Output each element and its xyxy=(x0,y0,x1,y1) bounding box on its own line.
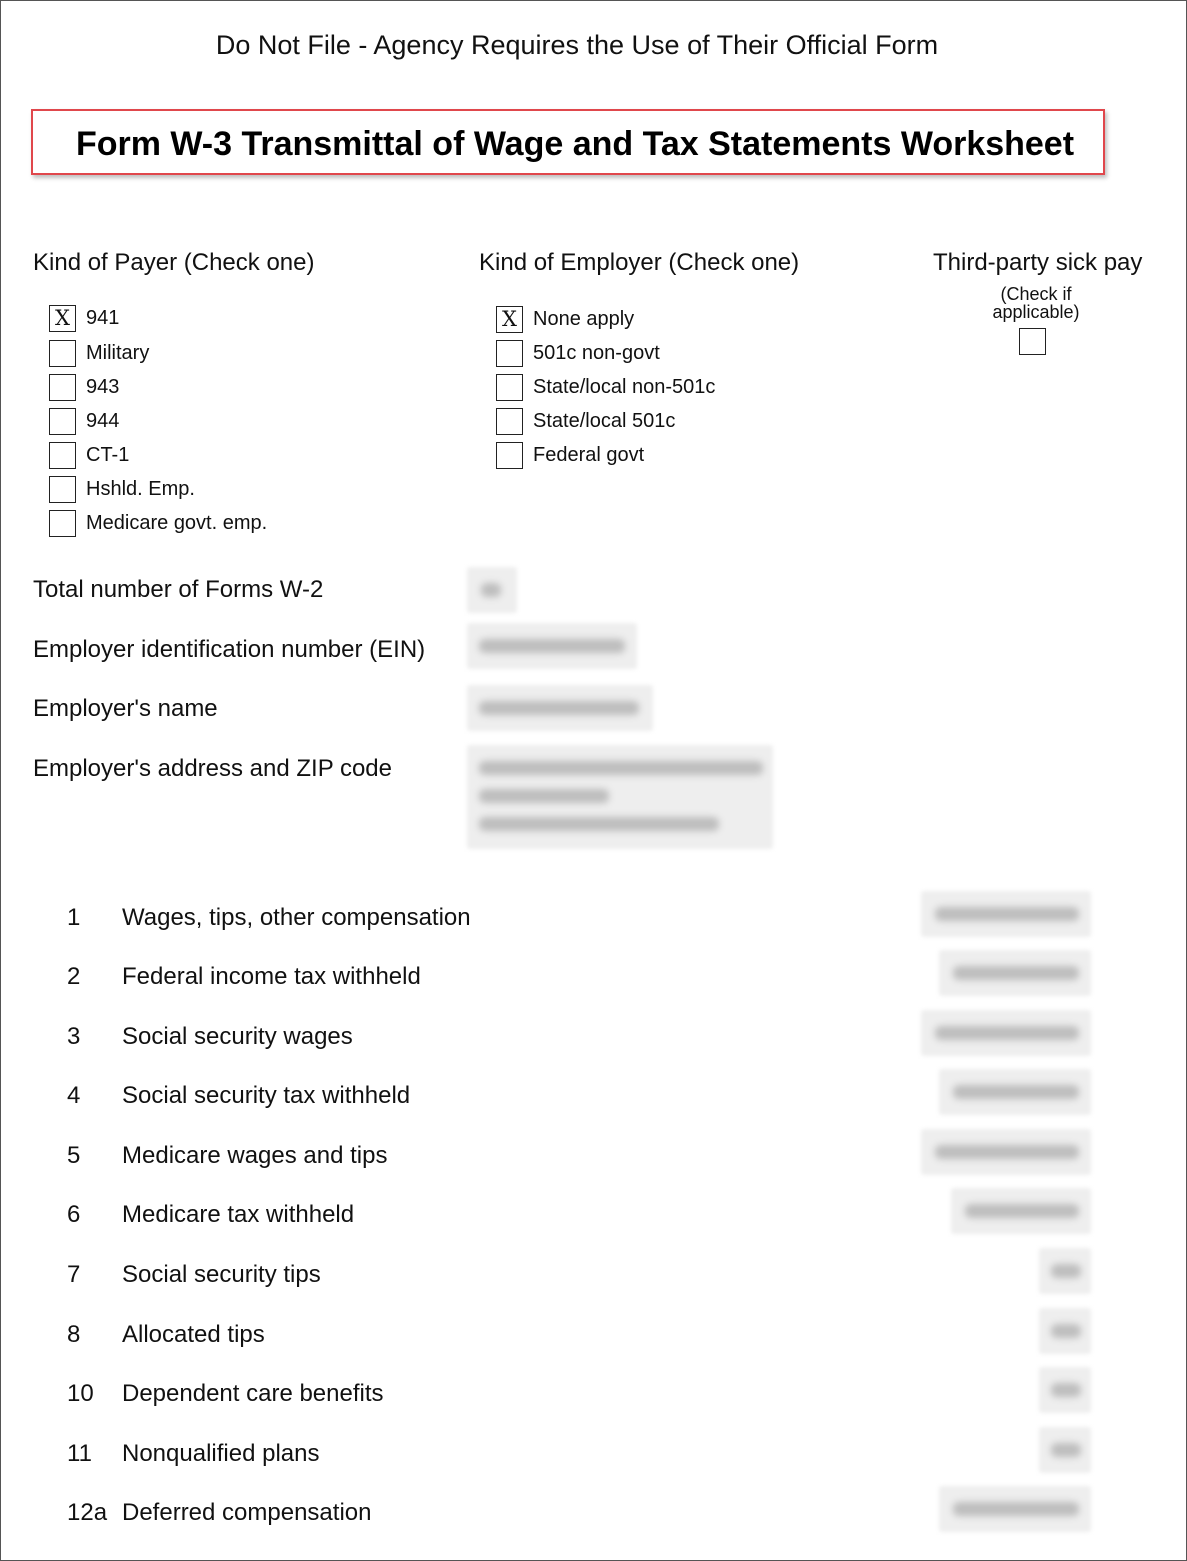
line-label-ss-wages: Social security wages xyxy=(122,1023,353,1050)
line-number: 3 xyxy=(67,1023,81,1050)
payer-checkbox-941[interactable]: X xyxy=(49,305,76,332)
payer-option-label: 943 xyxy=(86,375,120,398)
payer-checkbox-ct1[interactable] xyxy=(49,442,76,469)
payer-checkbox-hshld-emp[interactable] xyxy=(49,476,76,503)
sick-pay-heading: Third-party sick pay xyxy=(933,249,1143,276)
payer-checkbox-military[interactable] xyxy=(49,340,76,367)
redacted-value xyxy=(467,685,653,731)
employer-kind-checkbox-federal-govt[interactable] xyxy=(496,442,523,469)
line-label-deferred-compensation: Deferred compensation xyxy=(122,1499,372,1526)
line-label-federal-income-tax: Federal income tax withheld xyxy=(122,963,421,990)
sick-pay-note xyxy=(961,285,1111,321)
redacted-value xyxy=(939,950,1091,996)
line-number: 5 xyxy=(67,1142,81,1169)
sick-pay-checkbox[interactable] xyxy=(1019,328,1046,355)
field-total-w2-label: Total number of Forms W-2 xyxy=(33,576,324,603)
line-label-ss-tips: Social security tips xyxy=(122,1261,321,1288)
line-number: 2 xyxy=(67,963,81,990)
payer-options xyxy=(49,300,267,540)
line-number: 10 xyxy=(67,1380,94,1407)
employer-kind-heading: Kind of Employer (Check one) xyxy=(479,249,800,276)
line-label-medicare-wages: Medicare wages and tips xyxy=(122,1142,388,1169)
line-number: 12a xyxy=(67,1499,108,1526)
payer-option-military[interactable] xyxy=(49,336,267,370)
employer-kind-checkbox-none-apply[interactable]: X xyxy=(496,306,523,333)
employer-kind-option-label: Federal govt xyxy=(533,443,645,466)
payer-option-label: 944 xyxy=(86,409,120,432)
line-label-dependent-care: Dependent care benefits xyxy=(122,1380,384,1407)
payer-option-943[interactable] xyxy=(49,370,267,404)
employer-kind-options xyxy=(496,302,715,472)
redacted-value xyxy=(467,745,773,849)
redacted-value xyxy=(1039,1308,1091,1354)
employer-kind-option-label: 501c non-govt xyxy=(533,341,660,364)
redacted-value xyxy=(467,567,517,613)
employer-kind-checkbox-state-local-non-501c[interactable] xyxy=(496,374,523,401)
employer-kind-option-state-local-501c[interactable] xyxy=(496,404,715,438)
redacted-value xyxy=(467,623,637,669)
payer-option-941[interactable] xyxy=(49,300,267,336)
payer-option-medicare-govt-emp[interactable] xyxy=(49,506,267,540)
employer-kind-option-label: State/local non-501c xyxy=(533,375,716,398)
line-label-ss-tax: Social security tax withheld xyxy=(122,1082,411,1109)
employer-kind-option-label: State/local 501c xyxy=(533,409,676,432)
employer-kind-option-federal-govt[interactable] xyxy=(496,438,715,472)
redacted-value xyxy=(951,1188,1091,1234)
line-number: 6 xyxy=(67,1201,81,1228)
employer-kind-option-none-apply[interactable] xyxy=(496,302,715,336)
employer-kind-option-state-local-non-501c[interactable] xyxy=(496,370,715,404)
field-employer-address-label: Employer's address and ZIP code xyxy=(33,755,392,782)
redacted-value xyxy=(1039,1427,1091,1473)
form-title: Form W-3 Transmittal of Wage and Tax Statements Worksheet xyxy=(75,125,1075,163)
line-label-wages: Wages, tips, other compensation xyxy=(122,904,471,931)
payer-option-944[interactable] xyxy=(49,404,267,438)
payer-option-label: Hshld. Emp. xyxy=(86,477,195,500)
redacted-value xyxy=(1039,1367,1091,1413)
redacted-value xyxy=(1039,1248,1091,1294)
line-number: 1 xyxy=(67,904,81,931)
sick-pay-note-line: applicable) xyxy=(992,302,1080,322)
payer-option-label: Military xyxy=(86,341,150,364)
payer-option-label: CT-1 xyxy=(86,443,130,466)
employer-kind-checkbox-501c-non-govt[interactable] xyxy=(496,340,523,367)
do-not-file-notice: Do Not File - Agency Requires the Use of Their Official Form xyxy=(215,30,939,60)
payer-checkbox-medicare-govt-emp[interactable] xyxy=(49,510,76,537)
line-number: 11 xyxy=(67,1440,92,1467)
payer-checkbox-943[interactable] xyxy=(49,374,76,401)
redacted-value xyxy=(921,1129,1091,1175)
payer-option-label: 941 xyxy=(86,306,120,329)
line-number: 7 xyxy=(67,1261,81,1288)
payer-heading: Kind of Payer (Check one) xyxy=(33,249,315,276)
payer-checkbox-944[interactable] xyxy=(49,408,76,435)
line-number: 4 xyxy=(67,1082,81,1109)
employer-kind-checkbox-state-local-501c[interactable] xyxy=(496,408,523,435)
field-ein-label: Employer identification number (EIN) xyxy=(33,636,426,663)
payer-option-label: Medicare govt. emp. xyxy=(86,511,268,534)
line-number: 8 xyxy=(67,1321,81,1348)
redacted-value xyxy=(939,1069,1091,1115)
redacted-value xyxy=(921,1010,1091,1056)
redacted-value xyxy=(939,1486,1091,1532)
line-label-medicare-tax: Medicare tax withheld xyxy=(122,1201,355,1228)
payer-option-ct1[interactable] xyxy=(49,438,267,472)
payer-option-hshld-emp[interactable] xyxy=(49,472,267,506)
employer-kind-option-501c-non-govt[interactable] xyxy=(496,336,715,370)
line-label-allocated-tips: Allocated tips xyxy=(122,1321,265,1348)
line-label-nonqualified-plans: Nonqualified plans xyxy=(122,1440,320,1467)
field-employer-name-label: Employer's name xyxy=(33,695,218,722)
sick-pay-note-line: (Check if xyxy=(1000,284,1072,304)
employer-kind-option-label: None apply xyxy=(533,307,635,330)
redacted-value xyxy=(921,891,1091,937)
